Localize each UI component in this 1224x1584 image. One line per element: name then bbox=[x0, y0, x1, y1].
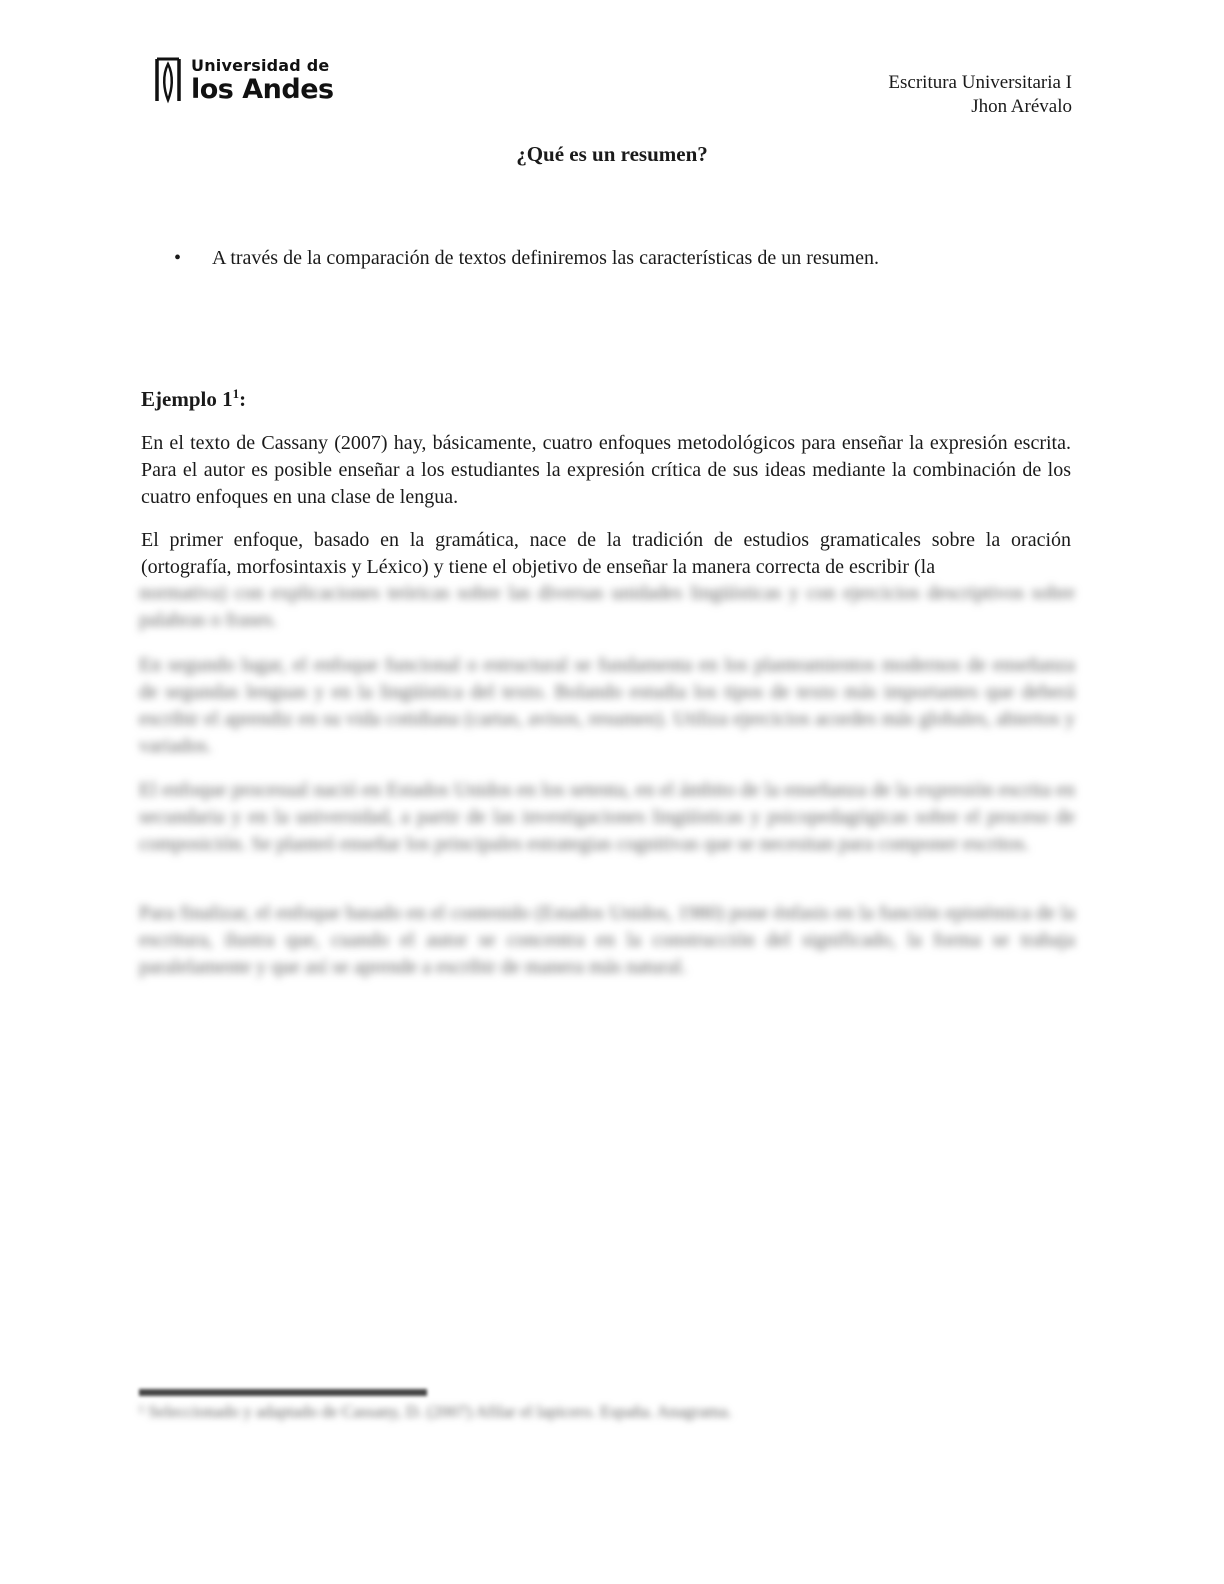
bullet-icon: • bbox=[174, 247, 182, 269]
logo-emblem-icon bbox=[153, 56, 183, 104]
document-title: ¿Qué es un resumen? bbox=[516, 142, 708, 166]
example-suffix: : bbox=[239, 387, 247, 411]
paragraph-2: El primer enfoque, basado en la gramática, nace de la tradición de estudios gramaticales sobre la oración (ortografía, morfosintaxis y Léxico) y tiene el objetivo de enseñar la manera correcta de escribir (la bbox=[141, 529, 1071, 578]
bullet-text: A través de la comparación de textos definiremos las características de un resumen. bbox=[212, 247, 879, 269]
footnote-ref: 1 bbox=[232, 386, 240, 401]
blurred-paragraph-4: Para finalizar, el enfoque basado en el contenido (Estados Unidos, 1980) pone énfasis en la función epistémica de la escritura, ilustra que, cuando el autor se concentra en la construcción del significado, la forma se trabaja paralelamente y que así se aprende a escribir de manera más natural. bbox=[139, 902, 1075, 978]
footnote: ¹ Seleccionado y adaptado de Cassany, D. (2007) Afilar el lapicero. España. Anagrama. bbox=[139, 1402, 732, 1421]
course-name: Escritura Universitaria I bbox=[888, 72, 1072, 93]
blurred-paragraph-2: En segundo lugar, el enfoque funcional o estructural se fundamenta en los planteamientos modernos de enseñanza de segundas lenguas y en la lingüística del texto. Bolando estudia los tipos de texto más importantes que deberá escribir el aprendiz en su vida cotidiana (cartas, avisos, resumen). Utiliza ejercicios acordes más globales, abiertos y variados. bbox=[139, 654, 1075, 757]
blurred-paragraph-1: normativa) con explicaciones teóricas sobre las diversas unidades lingüísticas y con ejercicios descriptivos sobre palabras o frases. bbox=[139, 582, 1075, 631]
example-label: Ejemplo 1 bbox=[141, 387, 233, 411]
logo-line2: los Andes bbox=[191, 73, 334, 105]
example-heading bbox=[141, 386, 246, 412]
footnote-separator bbox=[139, 1389, 427, 1396]
page-header bbox=[888, 71, 1072, 119]
logo-text bbox=[191, 55, 334, 105]
author-name: Jhon Arévalo bbox=[971, 96, 1072, 117]
bullet-item bbox=[174, 247, 879, 270]
logo-line1: Universidad de bbox=[191, 55, 330, 75]
blurred-paragraph-3: El enfoque procesual nació en Estados Unidos en los setenta, en el ámbito de la enseñanza de la expresión escrita en secundaria y en la universidad, a partir de las investigaciones lingüísticas y psicopedagógicas sobre el proceso de composición. Se planteó enseñar los principales estrategias cognitivas que se necesitan para componer escritos. bbox=[139, 779, 1075, 855]
paragraph-1: En el texto de Cassany (2007) hay, básicamente, cuatro enfoques metodológicos para enseñar la expresión escrita. Para el autor es posible enseñar a los estudiantes la expresión crítica de sus ideas mediante la combinación de los cuatro enfoques en una clase de lengua. bbox=[141, 432, 1071, 508]
university-logo bbox=[153, 55, 334, 105]
